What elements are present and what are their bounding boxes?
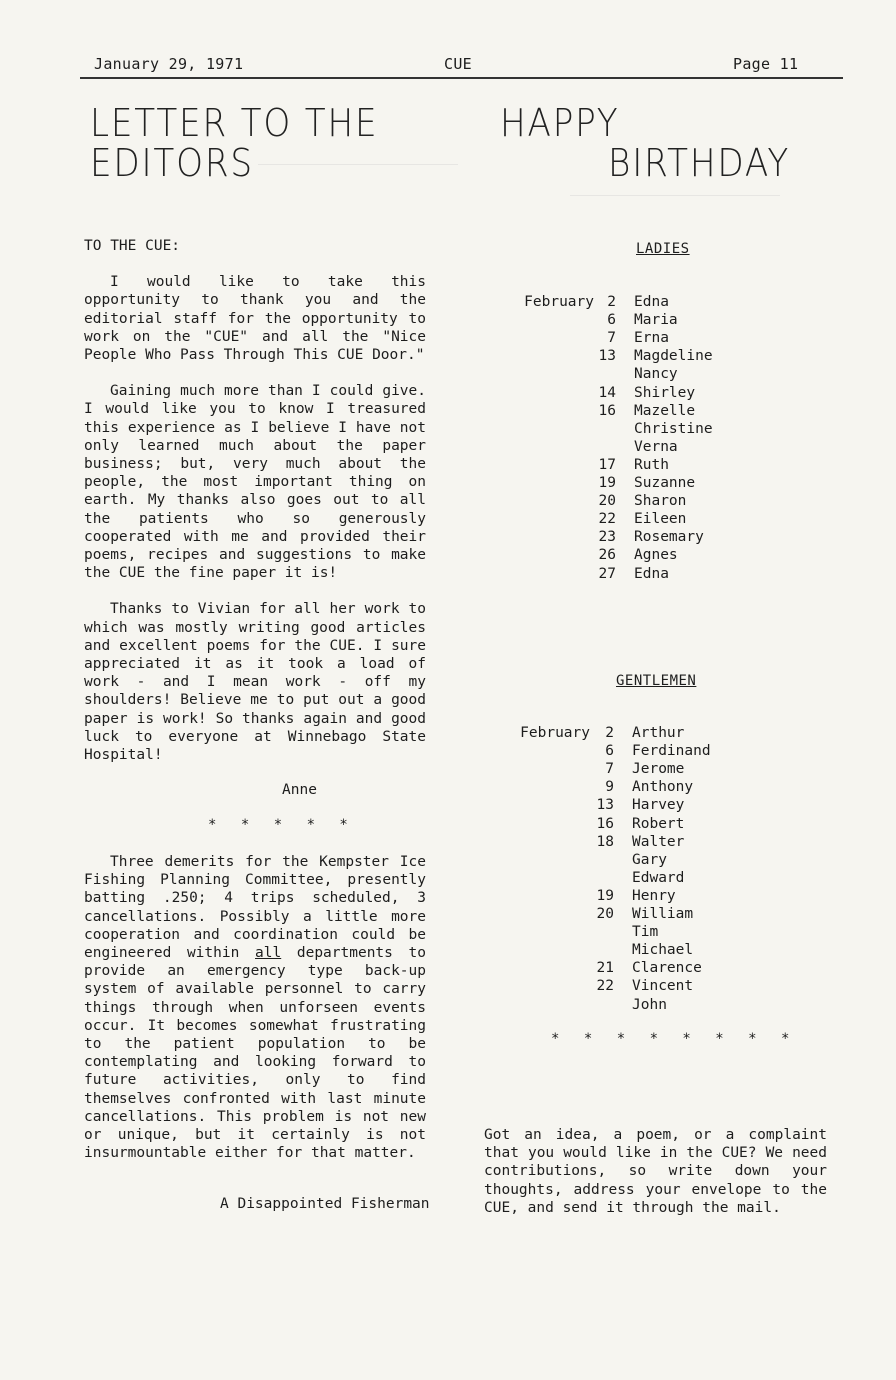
letter-salutation: TO THE CUE:	[84, 238, 181, 254]
birthday-name: John	[632, 996, 667, 1013]
letter-paragraph-3: Thanks to Vivian for all her work to which was mostly writing good articles and excellent poems for the CUE. I sure appreciated it as it took a load of work - and I mean work - off my shoulders! Believe me to put out a good paper is work! So thanks again and good luck to everyone at Winnebago State Hospital!	[84, 601, 426, 764]
birthday-title-line2: BIRTHDAY	[608, 141, 791, 185]
birthday-name: Robert	[632, 815, 685, 832]
birthday-name: Mazelle	[634, 402, 696, 419]
birthday-day: 2	[607, 294, 616, 310]
birthday-day: 16	[596, 815, 614, 832]
birthday-divider-stars: * * * * * * * *	[551, 1031, 796, 1047]
birthday-day: 9	[605, 779, 614, 796]
gentlemen-heading: GENTLEMEN	[616, 673, 697, 689]
header-rule	[80, 77, 843, 79]
birthday-name: Ferdinand	[632, 743, 711, 760]
birthday-day: 2	[605, 725, 614, 741]
birthday-day: 13	[596, 797, 614, 814]
birthday-day: 22	[598, 511, 616, 528]
letter-paragraph-2: Gaining much more than I could give. I would like you to know I treasured this experience as I believe I have not only learned much about the paper business; but, very much about the people, the most important thing on earth. My thanks also goes out to all the patients who so generously cooperated with me and provided their poems, recipes and suggestions to make the CUE the fine paper it is!	[84, 383, 426, 582]
birthday-day: 20	[596, 906, 614, 922]
birthday-name: Magdeline	[634, 348, 713, 365]
birthday-name: Henry	[632, 887, 676, 904]
contribution-note: Got an idea, a poem, or a complaint that you would like in the CUE? We need contributions, so write down your thoughts, address your envelope to the CUE, and send it through the mail.	[484, 1127, 827, 1216]
birthday-day: 20	[598, 493, 616, 510]
letter-title-line2: EDITORS	[90, 141, 254, 185]
birthday-name: Anthony	[632, 779, 694, 796]
birthday-day: 7	[607, 330, 616, 347]
birthday-name: Walter	[632, 833, 685, 850]
birthday-day: 17	[598, 456, 616, 473]
print-smudge	[570, 195, 780, 196]
underlined-word: all	[255, 945, 282, 962]
birthday-name: Christine	[634, 420, 713, 437]
print-smudge	[258, 164, 458, 165]
birthday-name: Gary	[632, 851, 667, 868]
birthday-name: Michael	[632, 942, 694, 959]
birthday-day: 16	[598, 402, 616, 419]
letter-body	[84, 237, 426, 764]
birthday-name: Agnes	[634, 547, 678, 564]
birthday-name: Arthur	[632, 725, 685, 741]
birthday-day: 6	[605, 743, 614, 760]
birthday-name: Edna	[634, 565, 669, 582]
birthday-title-line1: HAPPY	[500, 101, 620, 145]
birthday-day: 19	[598, 475, 616, 491]
birthday-day: 7	[605, 761, 614, 778]
section-divider-stars: * * * * *	[208, 817, 354, 833]
birthday-month: February	[524, 294, 594, 310]
birthday-name: Rosemary	[634, 529, 704, 546]
birthday-day: 18	[596, 833, 614, 850]
birthday-name: Shirley	[634, 384, 696, 401]
birthday-name: Clarence	[632, 960, 702, 977]
birthday-name: William	[632, 906, 694, 922]
letter-paragraph-1: I would like to take this opportunity to thank you and the editorial staff for the opportunity to work on the "CUE" and all the "Nice People Who Pass Through This CUE Door."	[84, 274, 426, 364]
birthday-day: 14	[598, 384, 616, 401]
birthday-day: 26	[598, 547, 616, 564]
birthday-day: 27	[598, 565, 616, 582]
birthday-name: Ruth	[634, 456, 669, 473]
ladies-heading: LADIES	[636, 241, 690, 257]
birthday-name: Nancy	[634, 366, 678, 383]
publication-name: CUE	[444, 55, 472, 73]
complaint-paragraph: Three demerits for the Kempster Ice Fishing Planning Committee, presently batting .250; 4 trips scheduled, 3 cancellations. Possibly a little more cooperation and coordination could be engineered within all departments to provide an emergency type back-up system of available personnel to carry things through when unforseen events occur. It becomes somewhat frustrating to the patient population to be contemplating and looking forward to future activities, only to find themselves confronted with last minute cancellations. This problem is not new or unique, but it certainly is not insurmountable either for that matter.	[84, 854, 427, 1162]
complaint-signature: A Disappointed Fisherman	[220, 1196, 430, 1212]
birthday-name: Tim	[632, 924, 659, 941]
birthday-day: 23	[598, 529, 616, 546]
birthday-name: Erna	[634, 330, 669, 347]
birthday-name: Sharon	[634, 493, 687, 510]
birthday-name: Verna	[634, 438, 678, 455]
birthday-name: Suzanne	[634, 475, 696, 491]
birthday-day: 6	[607, 312, 616, 329]
letter-signature: Anne	[282, 782, 317, 798]
birthday-name: Jerome	[632, 761, 685, 778]
birthday-day: 21	[596, 960, 614, 977]
birthday-name: Eileen	[634, 511, 687, 528]
birthday-name: Vincent	[632, 978, 694, 995]
birthday-name: Maria	[634, 312, 678, 329]
birthday-name: Edna	[634, 294, 669, 310]
birthday-day: 19	[596, 887, 614, 904]
birthday-day: 13	[598, 348, 616, 365]
issue-date: January 29, 1971	[94, 55, 244, 73]
birthday-day: 22	[596, 978, 614, 995]
letter-title-line1: LETTER TO THE	[90, 101, 379, 145]
birthday-name: Harvey	[632, 797, 685, 814]
birthday-name: Edward	[632, 869, 685, 886]
birthday-month: February	[520, 725, 590, 741]
page-number: Page 11	[733, 55, 799, 73]
fishing-complaint	[84, 853, 426, 1162]
